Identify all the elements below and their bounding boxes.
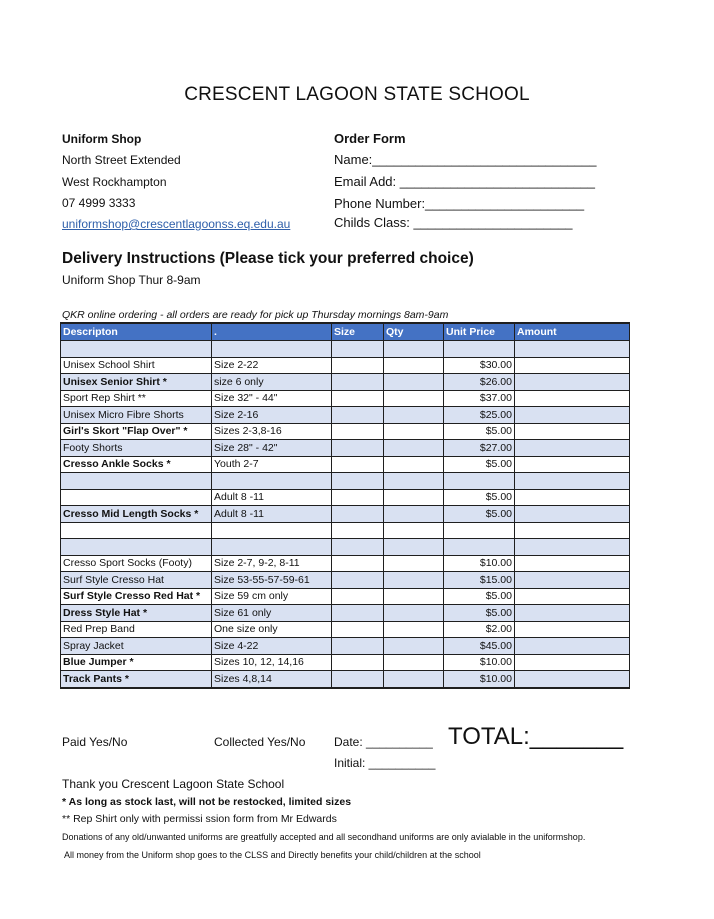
item-size-range: One size only bbox=[212, 621, 332, 638]
uniform-items-table bbox=[60, 322, 630, 689]
donations-note: Donations of any old/unwanted uniforms are greatfully accepted and all secondhand uniforms are only avialable in the uniformshop. bbox=[62, 832, 586, 842]
table-row bbox=[61, 341, 630, 358]
item-description: Girl's Skort "Flap Over" * bbox=[61, 423, 212, 440]
size-input[interactable] bbox=[332, 638, 384, 655]
amount-input[interactable] bbox=[515, 539, 630, 556]
item-description: Cresso Ankle Socks * bbox=[61, 456, 212, 473]
size-input[interactable] bbox=[332, 588, 384, 605]
qty-input[interactable] bbox=[384, 506, 444, 523]
item-unit-price: $10.00 bbox=[444, 555, 515, 572]
table-row bbox=[61, 423, 630, 440]
item-unit-price: $10.00 bbox=[444, 671, 515, 688]
size-input[interactable] bbox=[332, 456, 384, 473]
item-description bbox=[61, 539, 212, 556]
amount-input[interactable] bbox=[515, 423, 630, 440]
qty-input[interactable] bbox=[384, 407, 444, 424]
item-description: Sport Rep Shirt ** bbox=[61, 390, 212, 407]
item-unit-price: $30.00 bbox=[444, 357, 515, 374]
size-input[interactable] bbox=[332, 390, 384, 407]
table-row bbox=[61, 390, 630, 407]
phone-field[interactable]: Phone Number:______________________ bbox=[334, 196, 585, 211]
shop-address-line1: North Street Extended bbox=[62, 153, 181, 167]
item-unit-price: $5.00 bbox=[444, 489, 515, 506]
item-size-range: Youth 2-7 bbox=[212, 456, 332, 473]
size-input[interactable] bbox=[332, 572, 384, 589]
amount-input[interactable] bbox=[515, 671, 630, 688]
amount-input[interactable] bbox=[515, 654, 630, 671]
item-unit-price: $15.00 bbox=[444, 572, 515, 589]
qty-input[interactable] bbox=[384, 440, 444, 457]
item-size-range bbox=[212, 539, 332, 556]
table-row bbox=[61, 473, 630, 490]
qty-input[interactable] bbox=[384, 621, 444, 638]
table-row bbox=[61, 588, 630, 605]
shop-email-link[interactable]: uniformshop@crescentlagoonss.eq.edu.au bbox=[62, 217, 291, 231]
shop-phone: 07 4999 3333 bbox=[62, 196, 136, 210]
name-field[interactable]: Name:_______________________________ bbox=[334, 152, 597, 167]
item-description: Surf Style Cresso Red Hat * bbox=[61, 588, 212, 605]
table-row bbox=[61, 374, 630, 391]
item-size-range: Size 61 only bbox=[212, 605, 332, 622]
amount-input[interactable] bbox=[515, 357, 630, 374]
total-field[interactable]: TOTAL:_______ bbox=[448, 723, 624, 750]
item-unit-price bbox=[444, 522, 515, 539]
col-header-description: Descripton bbox=[61, 323, 212, 341]
qty-input[interactable] bbox=[384, 357, 444, 374]
table-row bbox=[61, 440, 630, 457]
size-input[interactable] bbox=[332, 522, 384, 539]
item-size-range bbox=[212, 522, 332, 539]
delivery-heading: Delivery Instructions (Please tick your preferred choice) bbox=[62, 250, 474, 267]
qty-input[interactable] bbox=[384, 473, 444, 490]
col-header-size: Size bbox=[332, 323, 384, 341]
size-input[interactable] bbox=[332, 506, 384, 523]
item-size-range: Sizes 4,8,14 bbox=[212, 671, 332, 688]
amount-input[interactable] bbox=[515, 473, 630, 490]
amount-input[interactable] bbox=[515, 407, 630, 424]
table-row bbox=[61, 654, 630, 671]
paid-status[interactable]: Paid Yes/No bbox=[62, 735, 128, 749]
item-unit-price: $10.00 bbox=[444, 654, 515, 671]
table-row bbox=[61, 506, 630, 523]
item-size-range: Adult 8 -11 bbox=[212, 506, 332, 523]
qty-input[interactable] bbox=[384, 423, 444, 440]
delivery-option[interactable]: Uniform Shop Thur 8-9am bbox=[62, 273, 201, 287]
table-row bbox=[61, 407, 630, 424]
qty-input[interactable] bbox=[384, 341, 444, 358]
item-description: Dress Style Hat * bbox=[61, 605, 212, 622]
qty-input[interactable] bbox=[384, 374, 444, 391]
table-row bbox=[61, 357, 630, 374]
item-description: Blue Jumper * bbox=[61, 654, 212, 671]
item-size-range: Size 53-55-57-59-61 bbox=[212, 572, 332, 589]
amount-input[interactable] bbox=[515, 588, 630, 605]
item-size-range: Sizes 10, 12, 14,16 bbox=[212, 654, 332, 671]
order-form-heading: Order Form bbox=[334, 131, 406, 146]
table-row bbox=[61, 671, 630, 688]
qty-input[interactable] bbox=[384, 456, 444, 473]
item-size-range: Size 4-22 bbox=[212, 638, 332, 655]
amount-input[interactable] bbox=[515, 605, 630, 622]
item-description: Spray Jacket bbox=[61, 638, 212, 655]
size-input[interactable] bbox=[332, 555, 384, 572]
size-input[interactable] bbox=[332, 407, 384, 424]
rep-shirt-note: ** Rep Shirt only with permissi ssion form from Mr Edwards bbox=[62, 813, 337, 825]
item-unit-price: $5.00 bbox=[444, 588, 515, 605]
item-description bbox=[61, 489, 212, 506]
size-input[interactable] bbox=[332, 654, 384, 671]
table-row bbox=[61, 456, 630, 473]
qty-input[interactable] bbox=[384, 588, 444, 605]
amount-input[interactable] bbox=[515, 522, 630, 539]
col-header-size-range: . bbox=[212, 323, 332, 341]
size-input[interactable] bbox=[332, 605, 384, 622]
item-description: Cresso Mid Length Socks * bbox=[61, 506, 212, 523]
thank-you-text: Thank you Crescent Lagoon State School bbox=[62, 777, 285, 791]
qty-input[interactable] bbox=[384, 522, 444, 539]
item-description bbox=[61, 522, 212, 539]
email-field[interactable]: Email Add: ___________________________ bbox=[334, 174, 595, 189]
item-unit-price: $5.00 bbox=[444, 605, 515, 622]
qty-input[interactable] bbox=[384, 605, 444, 622]
item-description: Cresso Sport Socks (Footy) bbox=[61, 555, 212, 572]
table-row bbox=[61, 572, 630, 589]
amount-input[interactable] bbox=[515, 638, 630, 655]
qty-input[interactable] bbox=[384, 390, 444, 407]
qty-input[interactable] bbox=[384, 638, 444, 655]
size-input[interactable] bbox=[332, 621, 384, 638]
item-size-range: size 6 only bbox=[212, 374, 332, 391]
size-input[interactable] bbox=[332, 440, 384, 457]
table-row bbox=[61, 522, 630, 539]
initial-field[interactable]: Initial: __________ bbox=[334, 756, 436, 770]
amount-input[interactable] bbox=[515, 621, 630, 638]
col-header-unit-price: Unit Price bbox=[444, 323, 515, 341]
item-description: Unisex Micro Fibre Shorts bbox=[61, 407, 212, 424]
size-input[interactable] bbox=[332, 671, 384, 688]
table-row bbox=[61, 539, 630, 556]
qkr-note: QKR online ordering - all orders are ready for pick up Thursday mornings 8am-9am bbox=[62, 309, 449, 321]
item-unit-price: $2.00 bbox=[444, 621, 515, 638]
stock-note: * As long as stock last, will not be restocked, limited sizes bbox=[62, 796, 352, 808]
item-unit-price: $26.00 bbox=[444, 374, 515, 391]
qty-input[interactable] bbox=[384, 654, 444, 671]
item-size-range bbox=[212, 473, 332, 490]
table-row bbox=[61, 489, 630, 506]
item-description: Surf Style Cresso Hat bbox=[61, 572, 212, 589]
item-unit-price: $27.00 bbox=[444, 440, 515, 457]
col-header-qty: Qty bbox=[384, 323, 444, 341]
amount-input[interactable] bbox=[515, 374, 630, 391]
qty-input[interactable] bbox=[384, 555, 444, 572]
date-field[interactable]: Date: __________ bbox=[334, 735, 433, 749]
qty-input[interactable] bbox=[384, 671, 444, 688]
shop-address-line2: West Rockhampton bbox=[62, 175, 167, 189]
table-row bbox=[61, 605, 630, 622]
amount-input[interactable] bbox=[515, 555, 630, 572]
item-unit-price: $45.00 bbox=[444, 638, 515, 655]
amount-input[interactable] bbox=[515, 390, 630, 407]
size-input[interactable] bbox=[332, 489, 384, 506]
item-unit-price: $5.00 bbox=[444, 506, 515, 523]
amount-input[interactable] bbox=[515, 440, 630, 457]
item-size-range: Size 59 cm only bbox=[212, 588, 332, 605]
page-title: CRESCENT LAGOON STATE SCHOOL bbox=[184, 84, 530, 105]
item-size-range: Sizes 2-3,8-16 bbox=[212, 423, 332, 440]
size-input[interactable] bbox=[332, 473, 384, 490]
size-input[interactable] bbox=[332, 341, 384, 358]
size-input[interactable] bbox=[332, 423, 384, 440]
size-input[interactable] bbox=[332, 357, 384, 374]
size-input[interactable] bbox=[332, 374, 384, 391]
item-description bbox=[61, 473, 212, 490]
collected-status[interactable]: Collected Yes/No bbox=[214, 735, 306, 749]
table-row bbox=[61, 555, 630, 572]
amount-input[interactable] bbox=[515, 341, 630, 358]
item-description bbox=[61, 341, 212, 358]
amount-input[interactable] bbox=[515, 506, 630, 523]
shop-heading: Uniform Shop bbox=[62, 132, 142, 146]
item-description: Footy Shorts bbox=[61, 440, 212, 457]
item-size-range: Size 32" - 44" bbox=[212, 390, 332, 407]
item-description: Unisex School Shirt bbox=[61, 357, 212, 374]
item-size-range: Size 28" - 42" bbox=[212, 440, 332, 457]
item-size-range: Size 2-22 bbox=[212, 357, 332, 374]
item-unit-price: $5.00 bbox=[444, 456, 515, 473]
item-unit-price: $37.00 bbox=[444, 390, 515, 407]
item-description: Unisex Senior Shirt * bbox=[61, 374, 212, 391]
table-header-row bbox=[61, 323, 630, 341]
class-field[interactable]: Childs Class: ______________________ bbox=[334, 215, 573, 230]
qty-input[interactable] bbox=[384, 539, 444, 556]
table-row bbox=[61, 621, 630, 638]
item-unit-price: $25.00 bbox=[444, 407, 515, 424]
size-input[interactable] bbox=[332, 539, 384, 556]
item-unit-price bbox=[444, 539, 515, 556]
money-note: All money from the Uniform shop goes to the CLSS and Directly benefits your child/children at the school bbox=[64, 850, 481, 860]
item-unit-price bbox=[444, 473, 515, 490]
item-size-range bbox=[212, 341, 332, 358]
col-header-amount: Amount bbox=[515, 323, 630, 341]
item-description: Red Prep Band bbox=[61, 621, 212, 638]
item-size-range: Size 2-16 bbox=[212, 407, 332, 424]
item-unit-price bbox=[444, 341, 515, 358]
qty-input[interactable] bbox=[384, 572, 444, 589]
qty-input[interactable] bbox=[384, 489, 444, 506]
item-description: Track Pants * bbox=[61, 671, 212, 688]
item-unit-price: $5.00 bbox=[444, 423, 515, 440]
amount-input[interactable] bbox=[515, 489, 630, 506]
amount-input[interactable] bbox=[515, 572, 630, 589]
table-row bbox=[61, 638, 630, 655]
item-size-range: Size 2-7, 9-2, 8-11 bbox=[212, 555, 332, 572]
item-size-range: Adult 8 -11 bbox=[212, 489, 332, 506]
amount-input[interactable] bbox=[515, 456, 630, 473]
